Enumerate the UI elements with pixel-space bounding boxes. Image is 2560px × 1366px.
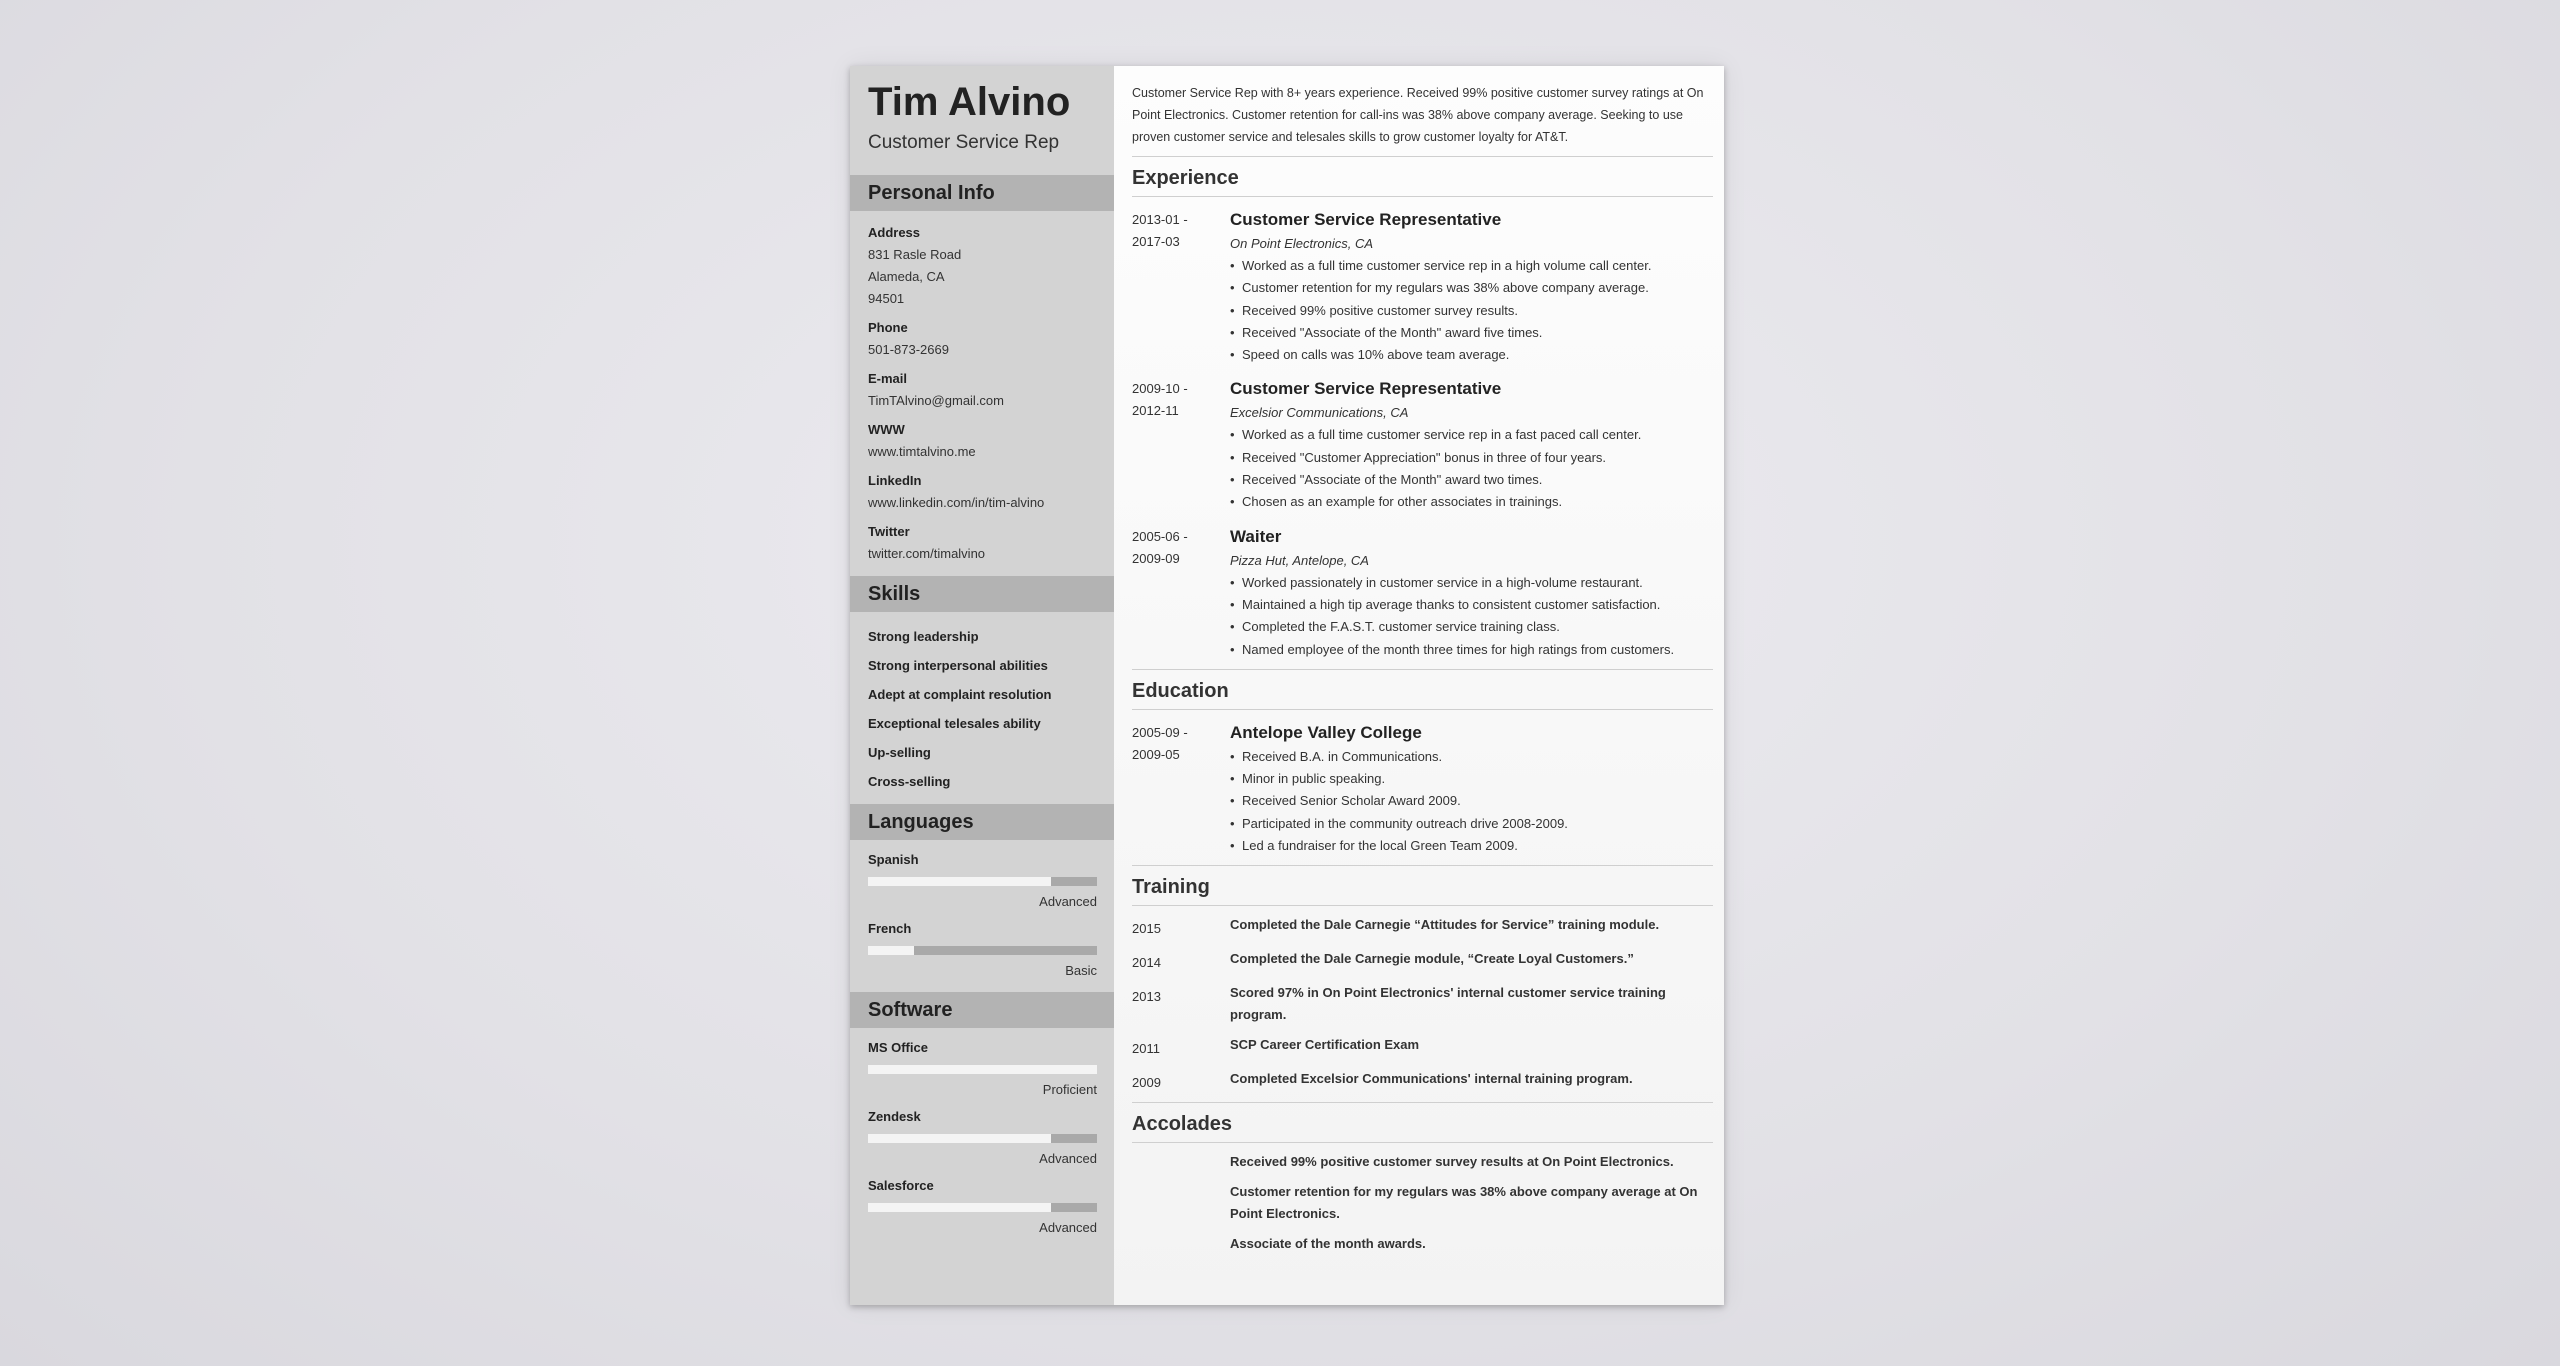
date-start: 2009-10 -: [1132, 381, 1188, 397]
accolade-item: Associate of the month awards.: [1230, 1236, 1426, 1252]
entry-dates: [1132, 378, 1230, 513]
languages-heading: Languages: [850, 804, 1114, 840]
bullet-list: [1230, 255, 1713, 366]
software-level-bar: [868, 1203, 1097, 1212]
employer: On Point Electronics, CA: [1230, 236, 1374, 251]
bullet-item: • Worked as a full time customer service rep in a fast paced call center.: [1230, 424, 1713, 446]
employer: Excelsior Communications, CA: [1230, 405, 1409, 421]
phone-label: Phone: [868, 320, 908, 335]
training-heading: Training: [1132, 876, 1713, 906]
address-line-3: 94501: [868, 291, 905, 306]
software-level-bar: [868, 1065, 1097, 1074]
software-level: Advanced: [1039, 1151, 1097, 1166]
bullet-item: • Participated in the community outreach drive 2008-2009.: [1230, 813, 1713, 835]
accolades-heading: Accolades: [1132, 1113, 1713, 1143]
training-text: Scored 97% in On Point Electronics' internal customer service training program.: [1230, 985, 1666, 1023]
bullet-list: [1230, 746, 1713, 857]
language-item: [868, 852, 1097, 909]
training-text: Completed the Dale Carnegie module, “Create Loyal Customers.”: [1230, 951, 1634, 967]
software-name: Zendesk: [868, 1109, 921, 1124]
bullet-item: • Received Senior Scholar Award 2009.: [1230, 790, 1713, 812]
level-bar-fill: [868, 1203, 1051, 1212]
software-level: Proficient: [1042, 1082, 1097, 1097]
experience-entry: [1132, 209, 1713, 366]
language-level: Basic: [1065, 963, 1097, 978]
software-item: [868, 1178, 1097, 1235]
twitter-label: Twitter: [868, 524, 910, 539]
candidate-role: Customer Service Rep: [868, 132, 1060, 153]
candidate-name: Tim Alvino: [868, 80, 1071, 124]
employer: Pizza Hut, Antelope, CA: [1230, 552, 1369, 568]
bullet-item: • Maintained a high tip average thanks to consistent customer satisfaction.: [1230, 594, 1713, 616]
software-heading: Software: [850, 992, 1114, 1028]
bullet-item: • Worked passionately in customer service in a high-volume restaurant.: [1230, 572, 1713, 594]
training-year: 2013: [1132, 989, 1161, 1005]
bullet-item: • Received B.A. in Communications.: [1230, 746, 1713, 768]
software-list: [850, 1040, 1114, 1235]
date-end: 2012-11: [1132, 403, 1179, 419]
education-heading: Education: [1132, 680, 1713, 710]
address-line-1: 831 Rasle Road: [868, 247, 962, 262]
linkedin-value: www.linkedin.com/in/tim-alvino: [868, 495, 1045, 510]
bullet-list: [1230, 572, 1713, 661]
divider: [1132, 669, 1713, 670]
phone-value: 501-873-2669: [868, 342, 949, 357]
skill-item: Adept at complaint resolution: [868, 687, 1052, 702]
level-bar-fill: [868, 1134, 1051, 1143]
accolade-item: Received 99% positive customer survey results at On Point Electronics.: [1230, 1154, 1674, 1170]
skill-item: Strong interpersonal abilities: [868, 658, 1048, 673]
software-name: Salesforce: [868, 1178, 934, 1193]
language-level-bar: [868, 946, 1097, 955]
software-item: [868, 1109, 1097, 1166]
bullet-item: • Worked as a full time customer service rep in a high volume call center.: [1230, 255, 1713, 277]
date-start: 2005-06 -: [1132, 528, 1188, 544]
education-entry: [1132, 722, 1713, 857]
language-level-bar: [868, 877, 1097, 886]
training-text: Completed Excelsior Communications' internal training program.: [1230, 1071, 1633, 1087]
bullet-item: • Received "Associate of the Month" award five times.: [1230, 322, 1713, 344]
software-level-bar: [868, 1134, 1097, 1143]
training-year: 2014: [1132, 955, 1161, 971]
entry-dates: [1132, 209, 1230, 366]
language-name: French: [868, 921, 912, 936]
skill-item: Strong leadership: [868, 629, 979, 644]
address-line-2: Alameda, CA: [868, 269, 945, 284]
training-text: SCP Career Certification Exam: [1230, 1037, 1420, 1053]
skill-item: Up-selling: [868, 745, 931, 760]
training-entry: [1132, 1034, 1713, 1060]
www-value: www.timtalvino.me: [868, 444, 976, 459]
divider: [1132, 865, 1713, 866]
bullet-item: • Minor in public speaking.: [1230, 768, 1713, 790]
date-start: 2013-01 -: [1132, 212, 1188, 227]
bullet-item: • Named employee of the month three times for high ratings from customers.: [1230, 639, 1713, 661]
job-title: Customer Service Representative: [1230, 210, 1502, 229]
software-name: MS Office: [868, 1040, 928, 1055]
bullet-list: [1230, 424, 1713, 513]
date-end: 2009-09: [1132, 550, 1180, 566]
bullet-item: • Received "Customer Appreciation" bonus in three of four years.: [1230, 447, 1713, 469]
twitter-value: twitter.com/timalvino: [868, 546, 986, 561]
www-label: WWW: [868, 422, 905, 437]
bullet-item: • Received "Associate of the Month" award two times.: [1230, 469, 1713, 491]
school-name: Antelope Valley College: [1230, 722, 1422, 742]
training-year: 2015: [1132, 921, 1161, 937]
languages-list: [850, 852, 1114, 978]
skill-item: Cross-selling: [868, 774, 951, 789]
job-title: Waiter: [1230, 526, 1282, 546]
personal-info-heading: Personal Info: [850, 175, 1114, 211]
experience-entry: [1132, 378, 1713, 513]
entry-dates: [1132, 526, 1230, 661]
training-entry: [1132, 914, 1713, 940]
accolade-item: Customer retention for my regulars was 38% above company average at On Point Electronics.: [1230, 1184, 1698, 1222]
entry-dates: [1132, 722, 1230, 857]
job-title: Customer Service Representative: [1230, 379, 1502, 399]
resume-main: [1114, 66, 1724, 1305]
summary-text: Customer Service Rep with 8+ years experience. Received 99% positive customer survey ratings at On Point Electronics. Customer retention for call-ins was 38% above company average. Seeking to use proven customer service and telesales skills to grow customer loyalty for AT&T.: [1132, 86, 1704, 144]
date-end: 2017-03: [1132, 234, 1180, 249]
resume-page: [850, 66, 1724, 1305]
level-bar-fill: [868, 1065, 1097, 1074]
bullet-item: • Received 99% positive customer survey results.: [1230, 300, 1713, 322]
training-text: Completed the Dale Carnegie “Attitudes for Service” training module.: [1230, 917, 1660, 933]
bullet-item: • Led a fundraiser for the local Green Team 2009.: [1230, 835, 1713, 857]
date-start: 2005-09 -: [1132, 724, 1188, 740]
bullet-item: • Customer retention for my regulars was 38% above company average.: [1230, 277, 1713, 299]
linkedin-label: LinkedIn: [868, 473, 922, 488]
language-name: Spanish: [868, 852, 919, 867]
personal-info-section: [850, 225, 1114, 561]
experience-entry: [1132, 526, 1713, 661]
divider: [1132, 1102, 1713, 1103]
software-item: [868, 1040, 1097, 1097]
training-entry: [1132, 982, 1713, 1026]
skills-list: [850, 612, 1114, 796]
training-entry: [1132, 1068, 1713, 1094]
skill-item: Exceptional telesales ability: [868, 716, 1041, 731]
training-year: 2009: [1132, 1075, 1161, 1091]
divider: [1132, 156, 1713, 157]
skills-heading: Skills: [850, 576, 1114, 612]
bullet-item: • Speed on calls was 10% above team average.: [1230, 344, 1713, 366]
date-end: 2009-05: [1132, 746, 1180, 762]
bullet-item: • Chosen as an example for other associates in trainings.: [1230, 491, 1713, 513]
training-entry: [1132, 948, 1713, 974]
address-label: Address: [868, 225, 921, 240]
training-year: 2011: [1132, 1041, 1160, 1057]
bullet-item: • Completed the F.A.S.T. customer service training class.: [1230, 616, 1713, 638]
resume-sidebar: [850, 66, 1114, 1305]
level-bar-fill: [868, 877, 1051, 886]
language-level: Advanced: [1039, 894, 1097, 909]
email-value: TimTAlvino@gmail.com: [868, 393, 1004, 408]
experience-heading: Experience: [1132, 167, 1713, 197]
language-item: [868, 921, 1097, 978]
email-label: E-mail: [868, 371, 908, 386]
software-level: Advanced: [1039, 1220, 1097, 1235]
level-bar-fill: [868, 946, 914, 955]
